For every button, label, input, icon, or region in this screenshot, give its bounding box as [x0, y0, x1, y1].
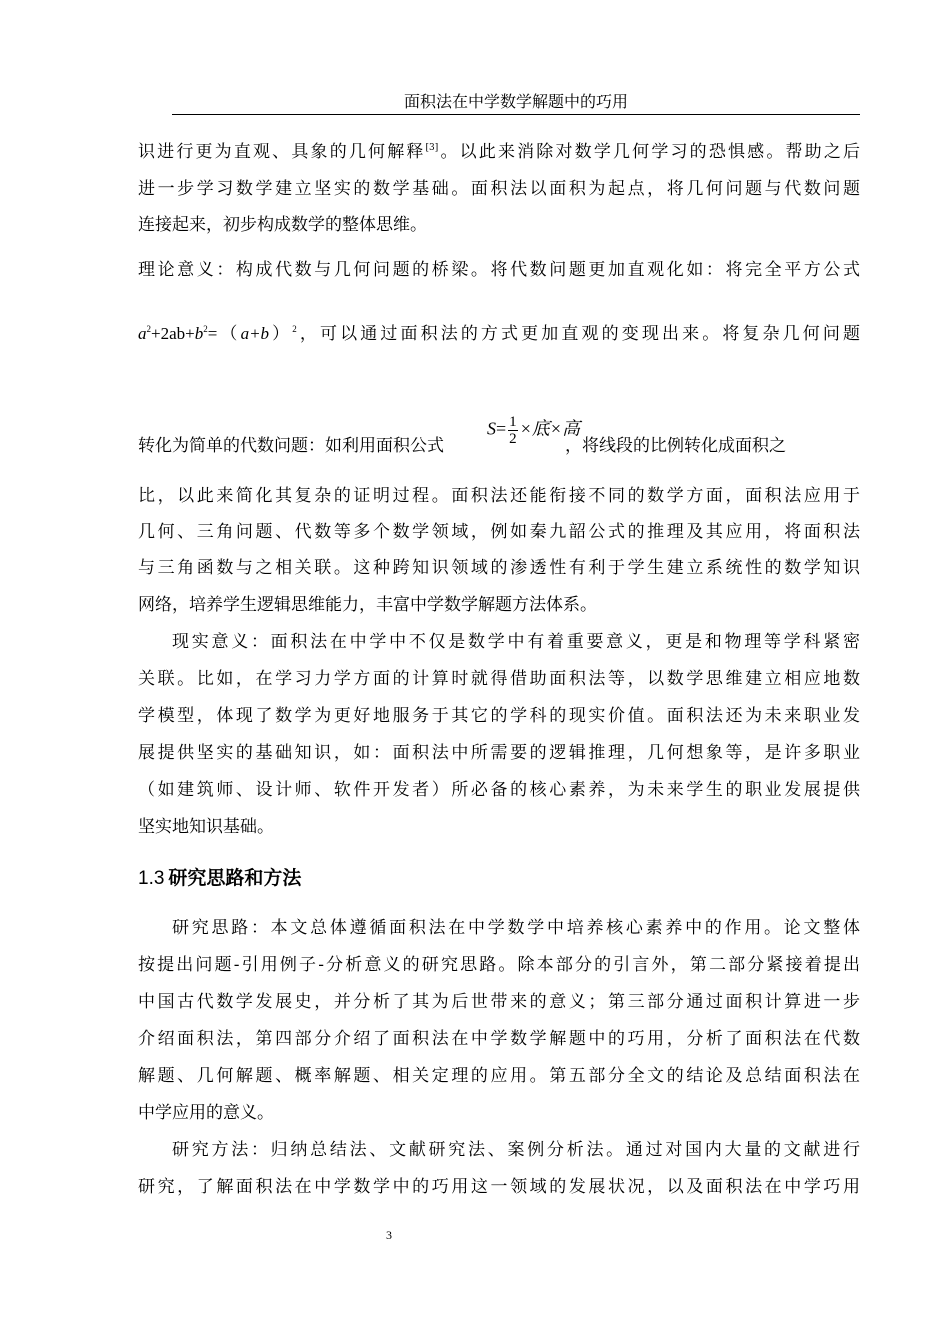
page-number: 3 [386, 1228, 392, 1242]
para4-line5: 解题、几何解题、概率解题、相关定理的应用。第五部分全文的结论及总结面积法在 [138, 1066, 860, 1086]
para3-line4: 展提供坚实的基础知识，如：面积法中所需要的逻辑推理，几何想象等，是许多职业 [138, 743, 860, 763]
para5-line2: 研究，了解面积法在中学数学中的巧用这一领域的发展状况，以及面积法在中学巧用 [138, 1177, 860, 1197]
para2-line4: 比，以此来简化其复杂的证明过程。面积法还能衔接不同的数学方面，面积法应用于 [138, 486, 860, 506]
para3-line5: （如建筑师、设计师、软件开发者）所必备的核心素养，为未来学生的职业发展提供 [138, 780, 860, 800]
para4-line6: 中学应用的意义。 [138, 1103, 274, 1123]
para4-line1: 研究思路：本文总体遵循面积法在中学数学中培养核心素养中的作用。论文整体 [172, 918, 860, 938]
para2-line3 [138, 435, 860, 457]
para5-line1: 研究方法：归纳总结法、文献研究法、案例分析法。通过对国内大量的文献进行 [172, 1140, 860, 1160]
para2-line3-b: ，将线段的比例转化成面积之 [565, 436, 786, 456]
para1-text-a: 识进行更为直观、具象的几何解释 [138, 142, 426, 162]
section-title-text: 研究思路和方法 [168, 867, 302, 889]
para1-line2: 进一步学习数学建立坚实的数学基础。面积法以面积为起点，将几何问题与代数问题 [138, 179, 860, 199]
para3-line2: 关联。比如，在学习力学方面的计算时就得借助面积法等，以数学思维建立相应地数 [138, 669, 860, 689]
running-header: 面积法在中学数学解题中的巧用 [172, 92, 860, 115]
para4-line2: 按提出问题-引用例子-分析意义的研究思路。除本部分的引言外，第二部分紧接着提出 [138, 955, 860, 975]
para1-text-b: 。以此来消除对数学几何学习的恐惧感。帮助之后 [438, 142, 861, 162]
para2-line1: 理论意义：构成代数与几何问题的桥梁。将代数问题更加直观化如：将完全平方公式 [138, 260, 860, 280]
para3-line1: 现实意义：面积法在中学中不仅是数学中有着重要意义，更是和物理等学科紧密 [172, 632, 860, 652]
para3-line6: 坚实地知识基础。 [138, 817, 274, 837]
para1-line3: 连接起来，初步构成数学的整体思维。 [138, 215, 427, 235]
para1-line1 [138, 141, 860, 163]
para4-line3: 中国古代数学发展史，并分析了其为后世带来的意义；第三部分通过面积计算进一步 [138, 992, 860, 1012]
section-heading [138, 866, 301, 891]
para2-line6: 与三角函数与之相关联。这种跨知识领域的渗透性有利于学生建立系统性的数学知识 [138, 558, 860, 578]
fraction-one-half: $\frac{1}{2}$ [509, 414, 517, 447]
section-number: 1.3 [138, 868, 165, 889]
para2-line2-text: ，可以通过面积法的方式更加直观的变现出来。将复杂几何问题 [296, 324, 861, 344]
para2-line2 [138, 323, 860, 345]
para2-line7: 网络，培养学生逻辑思维能力，丰富中学数学解题方法体系。 [138, 595, 597, 615]
para2-line5: 几何、三角问题、代数等多个数学领域，例如秦九韶公式的推理及其应用，将面积法 [138, 522, 860, 542]
area-formula: S= $\frac{1}{2}$ ×底×高 [487, 414, 580, 447]
para3-line3: 学模型，体现了数学为更好地服务于其它的学科的现实价值。面积法还为未来职业发 [138, 706, 860, 726]
perfect-square-formula: $a^2+2ab+b^2=(a+b)^2$ [138, 324, 297, 343]
para2-line3-a: 转化为简单的代数问题：如利用面积公式 [138, 436, 444, 456]
citation-ref: [3] [425, 143, 439, 153]
para4-line4: 介绍面积法，第四部分介绍了面积法在中学数学解题中的巧用，分析了面积法在代数 [138, 1029, 860, 1049]
